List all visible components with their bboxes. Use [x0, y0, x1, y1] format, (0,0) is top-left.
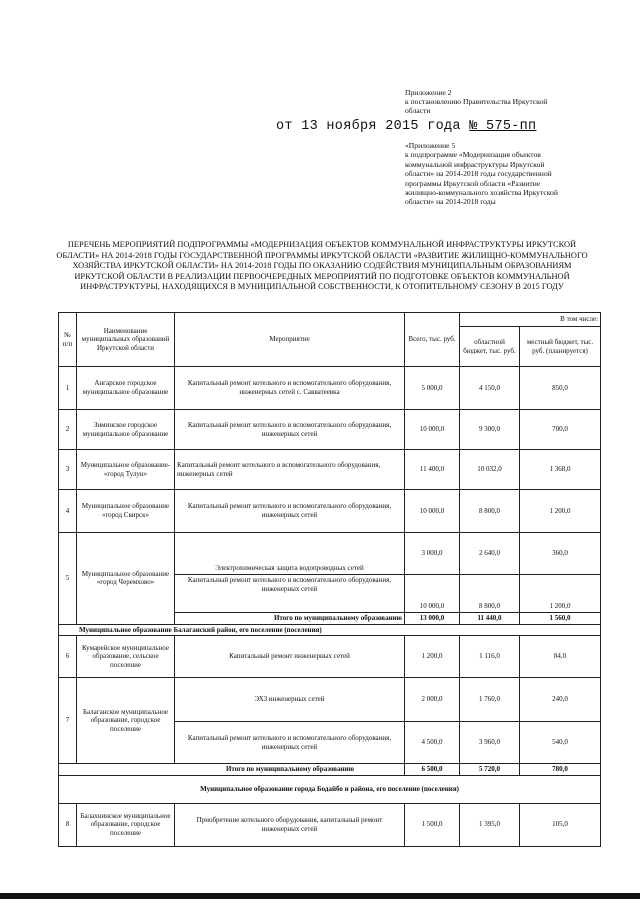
col-event-header: Мероприятие — [175, 313, 405, 367]
row-total: 10 000,0 — [405, 575, 460, 613]
decree-line-1: к постановлению Правительства Иркутской — [405, 97, 548, 106]
row-mo: Зиминское городское муниципальное образование — [77, 410, 175, 450]
order-number: № 575-пп — [469, 119, 537, 134]
row-mo: Балахнинское муниципальное образование, городское поселение — [77, 803, 175, 846]
table-row — [59, 367, 601, 410]
order-date: от 13 ноября 2015 года — [276, 119, 461, 134]
row-mo: Муниципальное образование «город Черемхово» — [77, 533, 175, 625]
row-total: 5 000,0 — [405, 367, 460, 410]
subtotal-local: 1 560,0 — [520, 613, 601, 625]
col-regional-header: областной бюджет, тыс. руб. — [460, 327, 520, 367]
section-row — [59, 775, 601, 803]
row-regional: 8 800,0 — [460, 490, 520, 533]
row-total: 11 400,0 — [405, 450, 460, 490]
header-row — [59, 313, 601, 327]
subtotal-label: Итого по муниципальному образованию — [175, 613, 405, 625]
table-row — [59, 450, 601, 490]
row-event: Капитальный ремонт котельного и вспомогательного оборудования, инженерных сетей — [175, 722, 405, 764]
row-event: Капитальный ремонт котельного и вспомогательного оборудования, инженерных сетей — [175, 575, 405, 613]
row-event: Приобретение котельного оборудования, капитальный ремонт инженерных сетей — [175, 803, 405, 846]
row-num: 4 — [59, 490, 77, 533]
appendix5-line: жилищно-коммунального хозяйства Иркутской — [405, 188, 558, 198]
subtotal-regional: 11 440,0 — [460, 613, 520, 625]
row-total: 1 500,0 — [405, 803, 460, 846]
subtotal-row — [59, 764, 601, 776]
row-regional: 9 300,0 — [460, 410, 520, 450]
appendix-label: Приложение 2 — [405, 88, 452, 97]
row-total: 1 200,0 — [405, 636, 460, 678]
appendix5-line: программы Иркутской области «Развитие — [405, 178, 541, 188]
row-event: Электрохимическая защита водопроводных сетей — [175, 533, 405, 575]
document-title: ПЕРЕЧЕНЬ МЕРОПРИЯТИЙ ПОДПРОГРАММЫ «МОДЕРНИЗАЦИЯ ОБЪЕКТОВ КОММУНАЛЬНОЙ ИНФРАСТРУКТУРЫ ИРКУТСКОЙ ОБЛАСТИ» НА 2014-2018 ГОДЫ ГОСУДАРСТВЕННОЙ ПРОГРАММЫ ИРКУТСКОЙ ОБЛАСТИ «РАЗВИТИЕ ЖИЛИЩНО-КОММУНАЛЬНОГО ХОЗЯЙСТВА ИРКУТСКОЙ ОБЛАСТИ» НА 2014-2018 ГОДЫ ПО ОКАЗАНИЮ СОДЕЙСТВИЯ МУНИЦИПАЛЬНЫМ ОБРАЗОВАНИЯМ ИРКУТСКОЙ ОБЛАСТИ В РЕАЛИЗАЦИИ ПЕРВООЧЕРЕДНЫХ МЕРОПРИЯТИЙ ПО ПОДГОТОВКЕ ОБЪЕКТОВ КОММУНАЛЬНОЙ ИНФРАСТРУКТУРЫ, НАХОДЯЩИХСЯ В МУНИЦИПАЛЬНОЙ СОБСТВЕННОСТИ, К ОТОПИТЕЛЬНОМУ СЕЗОНУ В 2015 ГОДУ — [56, 240, 588, 292]
row-event: Капитальный ремонт котельного и вспомогательного оборудования, инженерных сетей с. Савватеевка — [175, 367, 405, 410]
row-regional: 3 960,0 — [460, 722, 520, 764]
subtotal-label: Итого по муниципальному образованию — [59, 764, 405, 776]
row-mo: Муниципальное образование- «город Тулун» — [77, 450, 175, 490]
section-title: Муниципальное образование Балаганский район, его поселение (поселения) — [59, 624, 601, 636]
row-regional: 1 116,0 — [460, 636, 520, 678]
row-local: 105,0 — [520, 803, 601, 846]
col-total-header: Всего, тыс. руб. — [405, 313, 460, 367]
row-num: 1 — [59, 367, 77, 410]
row-num: 3 — [59, 450, 77, 490]
row-num: 2 — [59, 410, 77, 450]
scan-bottom-edge — [0, 893, 640, 899]
subtotal-total: 13 000,0 — [405, 613, 460, 625]
col-incl-header: В том числе: — [460, 313, 601, 327]
row-regional: 1 395,0 — [460, 803, 520, 846]
appendix5-line: области» на 2014-2018 годы государственной — [405, 169, 552, 179]
row-local: 1 200,0 — [520, 575, 601, 613]
table-row — [59, 490, 601, 533]
row-total: 3 000,0 — [405, 533, 460, 575]
appendix-5-block — [405, 141, 605, 207]
table-row — [59, 678, 601, 722]
row-regional: 4 150,0 — [460, 367, 520, 410]
row-num: 8 — [59, 803, 77, 846]
row-regional: 8 800,0 — [460, 575, 520, 613]
row-num: 7 — [59, 678, 77, 764]
row-regional: 1 760,0 — [460, 678, 520, 722]
row-local: 1 368,0 — [520, 450, 601, 490]
measures-table — [58, 312, 601, 847]
col-num-header: № п/п — [59, 313, 77, 367]
row-total: 4 500,0 — [405, 722, 460, 764]
row-local: 84,0 — [520, 636, 601, 678]
row-local: 700,0 — [520, 410, 601, 450]
appendix-2-block — [405, 88, 605, 115]
row-mo: Муниципальное образование «город Свирск» — [77, 490, 175, 533]
subtotal-total: 6 500,0 — [405, 764, 460, 776]
row-total: 2 000,0 — [405, 678, 460, 722]
row-num: 5 — [59, 533, 77, 625]
appendix5-line: коммунальной инфраструктуры Иркутской — [405, 159, 545, 169]
appendix5-line: «Приложение 5 — [405, 141, 456, 150]
row-event: Капитальный ремонт котельного и вспомогательного оборудования, инженерных сетей — [175, 490, 405, 533]
table-row — [59, 803, 601, 846]
subtotal-local: 780,0 — [520, 764, 601, 776]
table-row — [59, 533, 601, 575]
appendix5-line: к подпрограмме «Модернизация объектов — [405, 150, 541, 160]
row-num: 6 — [59, 636, 77, 678]
row-total: 10 000,0 — [405, 410, 460, 450]
section-title: Муниципальное образование города Бодайбо и района, его поселение (поселения) — [59, 775, 601, 803]
section-row — [59, 624, 601, 636]
table-row — [59, 410, 601, 450]
row-event: ЭХЗ инженерных сетей — [175, 678, 405, 722]
col-local-header: местный бюджет, тыс. руб. (планируется) — [520, 327, 601, 367]
row-event: Капитальный ремонт инженерных сетей — [175, 636, 405, 678]
row-total: 10 000,0 — [405, 490, 460, 533]
row-local: 360,0 — [520, 533, 601, 575]
subtotal-regional: 5 720,0 — [460, 764, 520, 776]
row-regional: 2 640,0 — [460, 533, 520, 575]
row-regional: 10 032,0 — [460, 450, 520, 490]
row-local: 240,0 — [520, 678, 601, 722]
order-line — [276, 119, 536, 134]
row-local: 850,0 — [520, 367, 601, 410]
decree-line-2: области — [405, 106, 431, 115]
row-event: Капитальный ремонт котельного и вспомогательного оборудования, инженерных сетей — [175, 410, 405, 450]
row-mo: Кумарейское муниципальное образование, сельское поселение — [77, 636, 175, 678]
table-row — [59, 636, 601, 678]
row-local: 540,0 — [520, 722, 601, 764]
col-mo-header: Наименование муниципальных образований Иркутской области — [77, 313, 175, 367]
row-mo: Балаганское муниципальное образование, городское поселение — [77, 678, 175, 764]
appendix5-line: области» на 2014-2018 годы — [405, 197, 496, 207]
row-mo: Ангарское городское муниципальное образование — [77, 367, 175, 410]
row-event: Капитальный ремонт котельного и вспомогательного оборудования, инженерных сетей — [175, 450, 405, 490]
row-local: 1 200,0 — [520, 490, 601, 533]
